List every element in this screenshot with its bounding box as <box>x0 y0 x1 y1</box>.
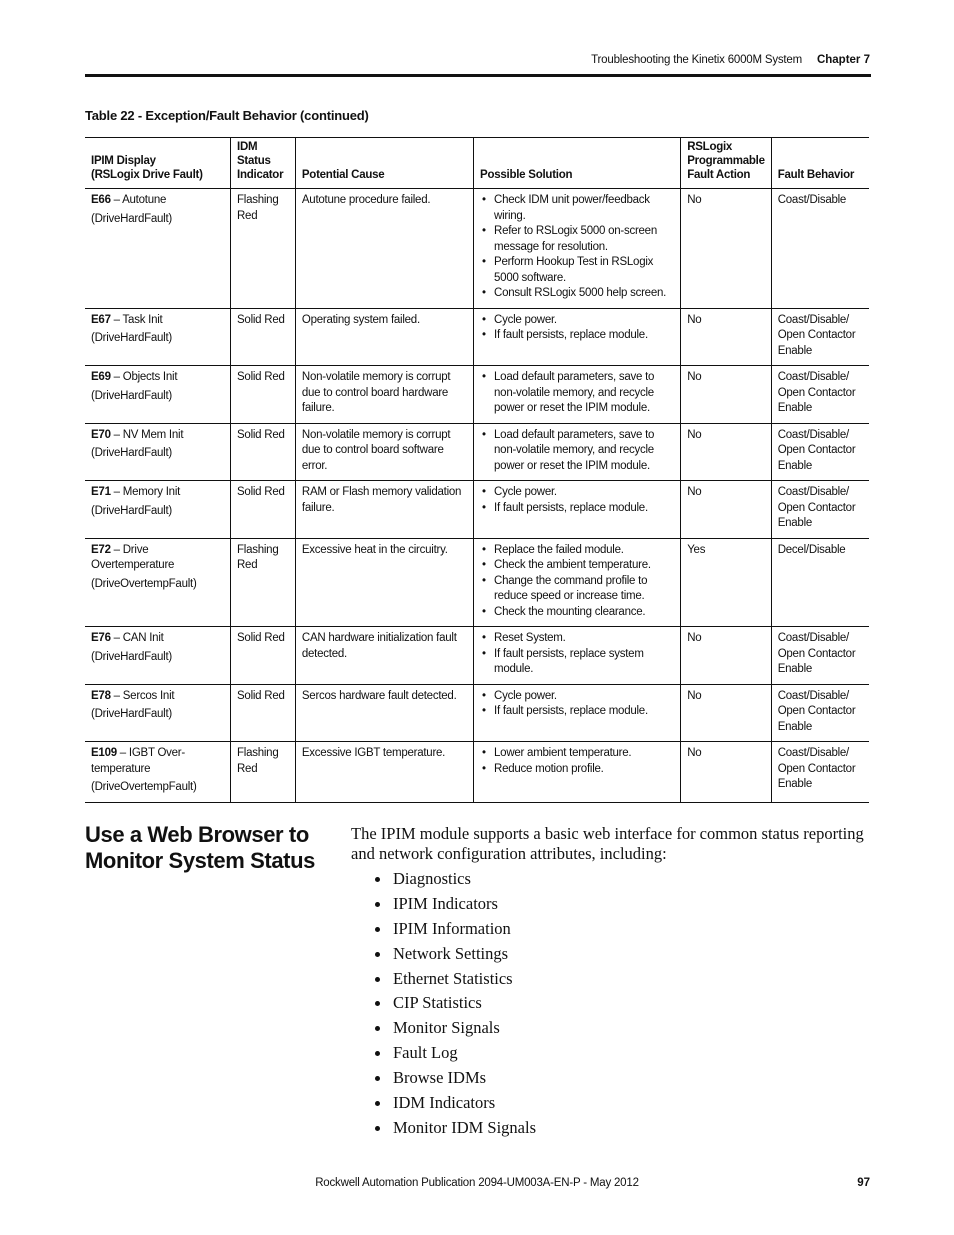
cell-ipim-display <box>85 742 231 803</box>
feature-item: CIP Statistics <box>372 992 536 1017</box>
running-header <box>85 52 870 72</box>
solution-item: • Change the command profile to reduce speed or increase time. <box>480 574 674 605</box>
fault-code: E71 <box>91 486 111 498</box>
fault-name: – IGBT Over-temperature <box>91 747 185 775</box>
feature-item: Monitor IDM Signals <box>372 1117 536 1142</box>
solution-item: • Check the ambient temperature. <box>480 558 674 574</box>
cell-status: Solid Red <box>231 423 296 481</box>
cell-fault-action: No <box>681 627 772 685</box>
cell-ipim-display <box>85 423 231 481</box>
fault-code: E76 <box>91 632 111 644</box>
cell-solution <box>474 366 681 424</box>
cell-status: Solid Red <box>231 366 296 424</box>
cell-status: Flashing Red <box>231 538 296 627</box>
solution-item: • Refer to RSLogix 5000 on-screen message for resolution. <box>480 224 674 255</box>
cell-fault-action: No <box>681 189 772 309</box>
drive-fault: (DriveHardFault) <box>91 650 172 663</box>
web-interface-feature-list <box>372 868 536 1142</box>
feature-item: Monitor Signals <box>372 1017 536 1042</box>
cell-cause: Excessive heat in the circuitry. <box>295 538 473 627</box>
cell-fault-action: No <box>681 366 772 424</box>
solution-item: • Load default parameters, save to non-volatile memory, and recycle power or reset the IPIM module. <box>480 428 674 475</box>
cell-ipim-display <box>85 684 231 742</box>
table-row <box>85 627 869 685</box>
fault-name: – Task Init <box>110 313 163 326</box>
fault-code: E78 <box>91 689 111 702</box>
table-row <box>85 742 869 803</box>
cell-cause: Non-volatile memory is corrupt due to control board software error. <box>295 423 473 481</box>
cell-fault-behavior: Coast/Disable/ Open Contactor Enable <box>777 486 856 529</box>
fault-name: – CAN Init <box>110 632 164 644</box>
fault-code: E67 <box>91 313 111 326</box>
solution-item: • Check the mounting clearance. <box>480 605 674 621</box>
section-heading: Use a Web Browser to Monitor System Status <box>85 822 315 873</box>
cell-ipim-display <box>85 366 231 424</box>
drive-fault: (DriveHardFault) <box>91 332 172 344</box>
feature-item: Fault Log <box>372 1042 536 1067</box>
cell-fault-action: No <box>681 308 772 366</box>
feature-item: Network Settings <box>372 943 536 968</box>
cell-status: Solid Red <box>231 308 296 366</box>
col-header-ipim-display-line2: (RSLogix Drive Fault) <box>91 169 203 181</box>
header-rule <box>85 74 871 77</box>
solution-item: • If fault persists, replace module. <box>480 328 674 344</box>
section-intro: The IPIM module supports a basic web interface for common status reporting and network configuration attributes, including: <box>351 824 864 863</box>
col-header-ipim-display-line1: IPIM Display <box>91 155 156 167</box>
table-row <box>85 684 869 742</box>
cell-solution <box>474 684 681 742</box>
feature-item: Ethernet Statistics <box>372 968 536 993</box>
cell-ipim-display <box>85 308 231 366</box>
cell-solution <box>474 189 681 309</box>
page-number: 97 <box>857 1177 870 1189</box>
solution-list <box>480 689 674 720</box>
cell-cause: CAN hardware initialization fault detected. <box>295 627 473 685</box>
table-row <box>85 423 869 481</box>
solution-item: • If fault persists, replace module. <box>480 501 674 517</box>
solution-list <box>480 746 674 777</box>
fault-name: – Objects Init <box>110 371 178 383</box>
cell-solution <box>474 742 681 803</box>
solution-item: • Reduce motion profile. <box>480 762 674 778</box>
cell-cause: Sercos hardware fault detected. <box>295 684 473 742</box>
cell-cause: Autotune procedure failed. <box>295 189 473 309</box>
solution-item: • Load default parameters, save to non-volatile memory, and recycle power or reset the IPIM module. <box>480 370 674 417</box>
col-header-ipim-display <box>85 138 231 189</box>
drive-fault: (DriveHardFault) <box>91 389 172 402</box>
col-header-possible-solution: Possible Solution <box>474 138 681 189</box>
feature-item: IPIM Indicators <box>372 893 536 918</box>
table-header-row <box>85 138 869 189</box>
solution-item: • Cycle power. <box>480 313 674 329</box>
fault-behavior-table <box>85 137 869 803</box>
cell-ipim-display <box>85 538 231 627</box>
drive-fault: (DriveHardFault) <box>91 504 172 517</box>
cell-cause: Operating system failed. <box>295 308 473 366</box>
cell-cause: RAM or Flash memory validation failure. <box>295 481 473 539</box>
table-caption: Table 22 - Exception/Fault Behavior (continued) <box>85 108 369 123</box>
drive-fault: (DriveHardFault) <box>91 447 172 459</box>
col-header-idm-status: IDM Status Indicator <box>231 138 296 189</box>
solution-item: • Consult RSLogix 5000 help screen. <box>480 286 674 302</box>
cell-solution <box>474 308 681 366</box>
cell-status: Solid Red <box>231 481 296 539</box>
chapter-label: Chapter 7 <box>816 54 870 66</box>
fault-code: E70 <box>91 428 111 441</box>
col-header-fault-behavior: Fault Behavior <box>777 169 855 181</box>
solution-list <box>480 370 674 417</box>
cell-fault-action: No <box>681 423 772 481</box>
fault-code: E66 <box>91 194 111 206</box>
feature-item: Diagnostics <box>372 868 536 893</box>
cell-cause: Excessive IGBT temperature. <box>295 742 473 803</box>
solution-item: • If fault persists, replace system module. <box>480 647 674 678</box>
cell-solution <box>474 423 681 481</box>
cell-solution <box>474 538 681 627</box>
table-row <box>85 189 869 309</box>
solution-list <box>480 193 674 302</box>
cell-status: Solid Red <box>231 627 296 685</box>
drive-fault: (DriveOvertempFault) <box>91 577 197 590</box>
cell-fault-action: No <box>681 684 772 742</box>
col-header-fault-action: RSLogix Programmable Fault Action <box>681 138 772 189</box>
solution-list <box>480 631 674 678</box>
solution-item: • Perform Hookup Test in RSLogix 5000 software. <box>480 255 674 286</box>
cell-status: Flashing Red <box>231 742 296 803</box>
table-row <box>85 481 869 539</box>
cell-fault-behavior: Coast/Disable/ Open Contactor Enable <box>777 428 856 472</box>
cell-fault-action: No <box>681 481 772 539</box>
cell-fault-action: No <box>681 742 772 803</box>
cell-fault-behavior: Coast/Disable/ Open Contactor Enable <box>777 689 856 733</box>
table-row <box>85 366 869 424</box>
solution-item: • Cycle power. <box>480 485 674 501</box>
solution-item: • Replace the failed module. <box>480 543 674 559</box>
solution-list <box>480 313 674 344</box>
cell-fault-behavior: Coast/Disable/ Open Contactor Enable <box>777 747 856 790</box>
fault-name: – Sercos Init <box>110 689 175 702</box>
cell-ipim-display <box>85 627 231 685</box>
cell-fault-action: Yes <box>681 538 772 627</box>
solution-list <box>480 543 674 621</box>
cell-fault-behavior: Coast/Disable/ Open Contactor Enable <box>777 313 856 357</box>
solution-item: • Lower ambient temperature. <box>480 746 674 762</box>
table-row <box>85 308 869 366</box>
cell-fault-behavior: Coast/Disable/ Open Contactor Enable <box>777 632 856 675</box>
cell-fault-behavior: Decel/Disable <box>777 543 846 556</box>
feature-item: IDM Indicators <box>372 1092 536 1117</box>
cell-solution <box>474 481 681 539</box>
cell-cause: Non-volatile memory is corrupt due to control board hardware failure. <box>295 366 473 424</box>
feature-item: IPIM Information <box>372 918 536 943</box>
fault-code: E72 <box>91 543 111 556</box>
feature-item: Browse IDMs <box>372 1067 536 1092</box>
col-header-potential-cause: Potential Cause <box>295 138 473 189</box>
fault-name: – Memory Init <box>110 486 181 498</box>
solution-list <box>480 485 674 516</box>
solution-item: • Reset System. <box>480 631 674 647</box>
table-row <box>85 538 869 627</box>
cell-fault-behavior: Coast/Disable/ Open Contactor Enable <box>777 371 856 414</box>
drive-fault: (DriveHardFault) <box>91 708 172 720</box>
drive-fault: (DriveOvertempFault) <box>91 781 197 793</box>
solution-list <box>480 428 674 475</box>
fault-name: – NV Mem Init <box>110 428 184 441</box>
fault-code: E69 <box>91 371 111 383</box>
fault-name: – Autotune <box>110 194 167 206</box>
cell-solution <box>474 627 681 685</box>
solution-item: • Check IDM unit power/feedback wiring. <box>480 193 674 224</box>
cell-fault-behavior: Coast/Disable <box>777 194 847 206</box>
fault-code: E109 <box>91 747 117 759</box>
cell-ipim-display <box>85 189 231 309</box>
cell-status: Solid Red <box>231 684 296 742</box>
cell-ipim-display <box>85 481 231 539</box>
solution-item: • If fault persists, replace module. <box>480 704 674 720</box>
drive-fault: (DriveHardFault) <box>91 212 172 225</box>
running-header-title: Troubleshooting the Kinetix 6000M System <box>591 54 802 66</box>
footer-publication: Rockwell Automation Publication 2094-UM003A-EN-P - May 2012 <box>315 1177 639 1189</box>
cell-status: Flashing Red <box>231 189 296 309</box>
fault-name: – Drive Overtemperature <box>91 543 175 571</box>
solution-item: • Cycle power. <box>480 689 674 705</box>
